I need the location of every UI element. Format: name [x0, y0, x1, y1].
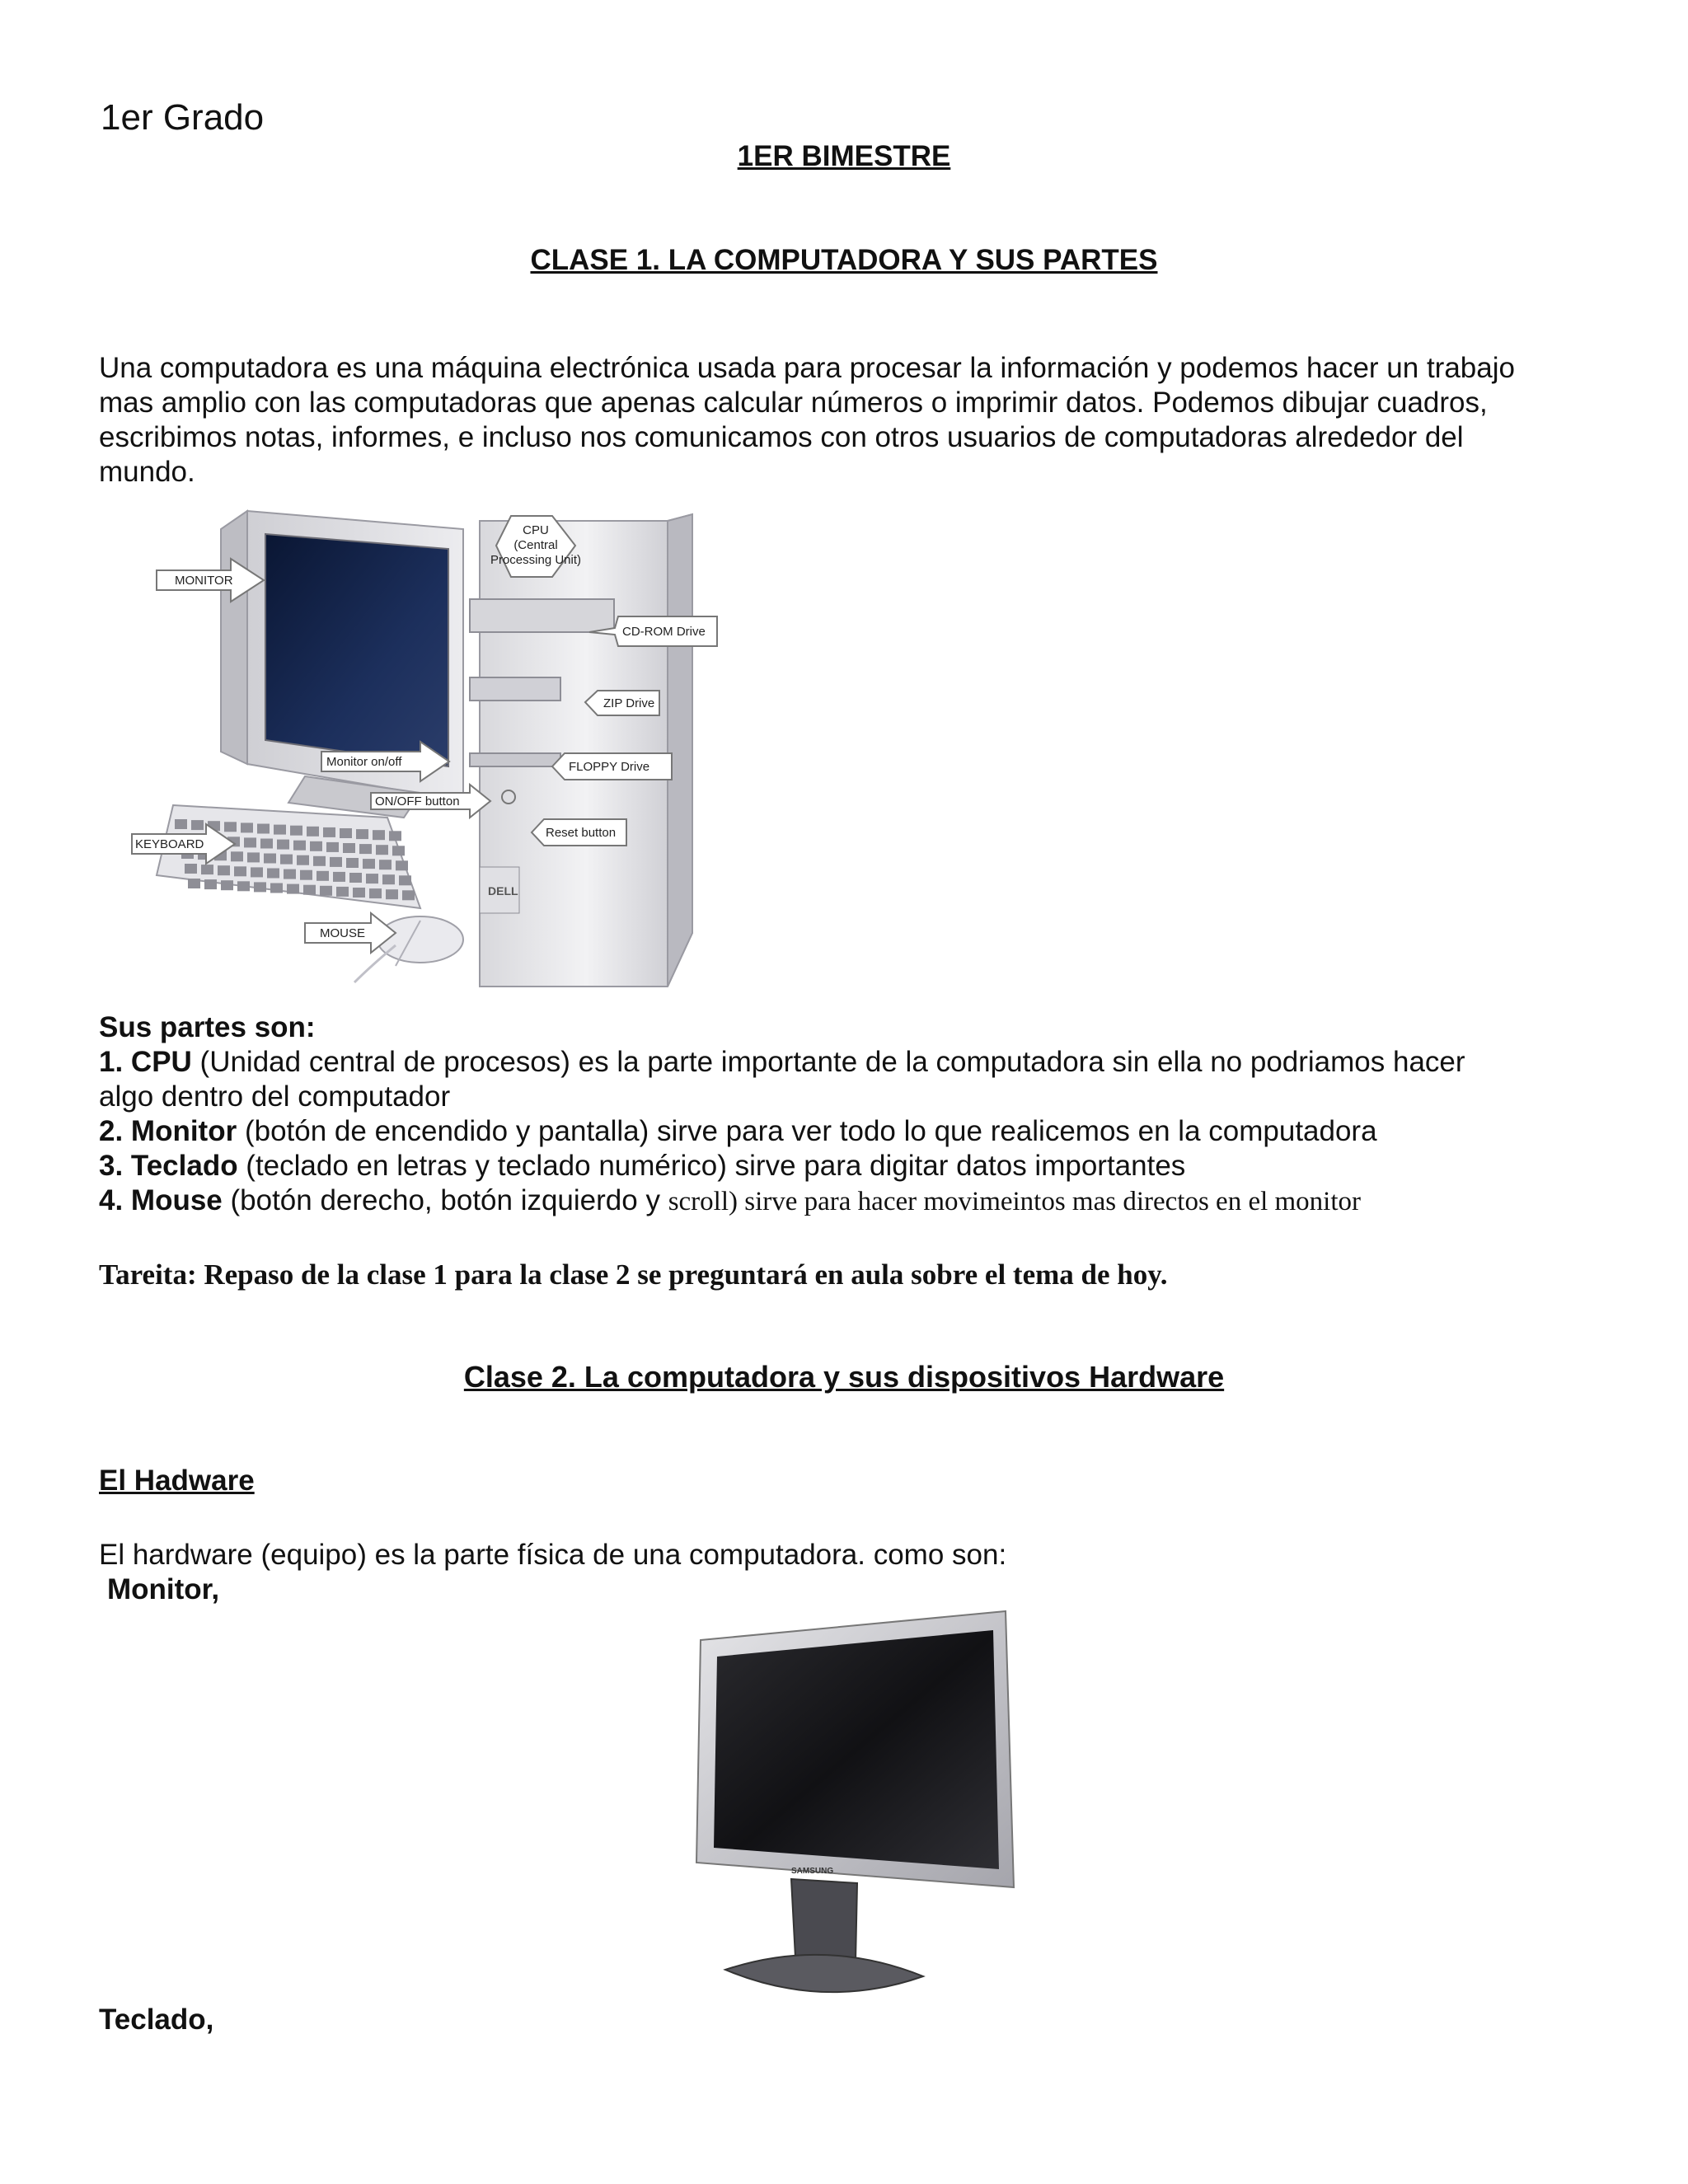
label-mouse: MOUSE — [320, 926, 366, 940]
keyboard-key — [316, 871, 329, 881]
keyboard-key — [218, 865, 230, 875]
keyboard-key — [257, 824, 270, 834]
keyboard-key — [313, 856, 326, 866]
part-item-mouse — [99, 1183, 1607, 1219]
keyboard-key — [376, 845, 388, 855]
part-number: 1. CPU — [99, 1046, 192, 1078]
keyboard-key — [343, 843, 355, 853]
intro-line: escribimos notas, informes, e incluso nos comunicamos con otros usuarios de computadoras alrededor del — [99, 421, 1464, 453]
keyboard-key — [310, 841, 322, 851]
label-monitor-onoff: Monitor on/off — [326, 755, 402, 769]
computer-parts-figure — [124, 504, 750, 1001]
part-item-monitor — [99, 1114, 1607, 1149]
keyboard-key — [402, 890, 415, 900]
label-floppy: FLOPPY Drive — [569, 760, 650, 774]
keyboard-key — [293, 841, 306, 851]
keyboard-key — [224, 822, 237, 832]
keyboard-key — [333, 872, 345, 882]
keyboard-key — [287, 884, 299, 894]
intro-paragraph — [99, 351, 1607, 490]
keyboard-key — [247, 852, 260, 862]
keyboard-key — [185, 864, 197, 874]
keyboard-key — [346, 858, 359, 868]
keyboard-key — [270, 883, 283, 893]
keyboard-key — [307, 827, 319, 837]
keyboard-key — [349, 873, 362, 883]
label-cpu-central: (Central — [513, 538, 558, 552]
keyboard-key — [336, 887, 349, 897]
keyboard-key — [204, 879, 217, 889]
monitor-label: Monitor, — [107, 1573, 220, 1605]
keyboard-key — [241, 823, 253, 832]
part-description: (teclado en letras y teclado numérico) sirve para digitar datos importantes — [237, 1150, 1186, 1182]
keyboard-key — [254, 882, 266, 892]
keyboard-key — [264, 854, 276, 864]
intro-line: Una computadora es una máquina electrónica usada para procesar la información y podemos hacer un trabajo — [99, 352, 1515, 384]
keyboard-key — [373, 830, 385, 840]
keyboard-key — [274, 825, 286, 835]
keyboard-key — [303, 885, 316, 895]
keyboard-key — [175, 819, 187, 829]
label-cdrom: CD-ROM Drive — [622, 625, 706, 639]
label-zip: ZIP Drive — [603, 696, 655, 710]
keyboard-key — [251, 867, 263, 877]
keyboard-key — [386, 889, 398, 899]
hardware-definition — [99, 1538, 1607, 1607]
label-cpu: CPU — [523, 523, 549, 537]
flat-monitor-illustration — [659, 1607, 1022, 2011]
class1-title: CLASE 1. LA COMPUTADORA Y SUS PARTES — [530, 244, 1158, 276]
keyboard-key — [191, 820, 204, 830]
keyboard-key — [267, 869, 279, 879]
keyboard-key — [290, 826, 302, 836]
term-heading: 1ER BIMESTRE — [737, 140, 951, 172]
keyboard-key — [188, 879, 200, 888]
keyboard-key — [201, 865, 213, 874]
intro-line: mas amplio con las computadoras que apenas calcular números o imprimir datos. Podemos dibujar cuadros, — [99, 387, 1488, 419]
keyboard-key — [231, 851, 243, 861]
label-onoff-button: ON/OFF button — [375, 794, 460, 808]
samsung-logo-text: SAMSUNG — [791, 1867, 834, 1876]
keyboard-label: Teclado, — [99, 2004, 214, 2036]
keyboard-key — [221, 880, 233, 890]
keyboard-key — [389, 831, 401, 841]
keyboard-key — [320, 886, 332, 896]
parts-heading: Sus partes son: — [99, 1011, 316, 1043]
grade-label: 1er Grado — [101, 97, 265, 138]
computer-parts-illustration — [124, 504, 750, 1001]
parts-section — [99, 1010, 1607, 1219]
keyboard-key — [277, 840, 289, 850]
keyboard-key — [284, 869, 296, 879]
keyboard-key — [359, 844, 372, 854]
part-number: 4. Mouse — [99, 1184, 223, 1216]
label-monitor: MONITOR — [175, 574, 233, 588]
label-reset: Reset button — [546, 826, 617, 840]
keyboard-key — [363, 859, 375, 869]
keyboard-key — [392, 846, 405, 855]
keyboard-key — [326, 842, 339, 852]
keyboard-key — [396, 860, 408, 870]
intro-line: mundo. — [99, 456, 195, 488]
label-keyboard: KEYBOARD — [135, 837, 204, 851]
part-description: (Unidad central de procesos) es la parte importante de la computadora sin ella no podriamos hacer — [191, 1046, 1465, 1078]
part-item-keyboard — [99, 1149, 1607, 1183]
keyboard-key — [280, 855, 293, 865]
keyboard-key — [323, 827, 335, 837]
keyboard-key — [260, 839, 273, 849]
cpu-tower-drawing — [470, 514, 692, 987]
part-item-cpu-cont: algo dentro del computador — [99, 1080, 451, 1113]
keyboard-key — [369, 888, 382, 898]
keyboard-key — [379, 860, 392, 869]
keyboard-key — [366, 874, 378, 883]
keyboard-key — [356, 829, 368, 839]
hardware-definition-text: El hardware (equipo) es la parte física de una computadora. como son: — [99, 1539, 1007, 1571]
part-number: 2. Monitor — [99, 1115, 237, 1147]
part-description: (botón de encendido y pantalla) sirve para ver todo lo que realicemos en la computadora — [237, 1115, 1377, 1147]
hardware-subheading: El Hadware — [99, 1465, 255, 1497]
keyboard-key — [330, 857, 342, 867]
keyboard-drawing — [157, 805, 420, 908]
keyboard-key — [244, 837, 256, 847]
keyboard-key — [300, 870, 312, 880]
part-description-serif: scroll) sirve para hacer movimeintos mas directos en el monitor — [668, 1187, 1362, 1216]
keyboard-key — [237, 881, 250, 891]
flat-monitor-figure — [659, 1607, 1022, 2011]
keyboard-key — [353, 888, 365, 898]
keyboard-key — [399, 875, 411, 885]
dell-logo-text: DELL — [488, 884, 518, 898]
part-item-cpu — [99, 1045, 1607, 1080]
class2-title: Clase 2. La computadora y sus dispositivos Hardware — [463, 1360, 1225, 1394]
label-cpu-processing: Processing Unit) — [490, 553, 582, 567]
keyboard-key — [297, 855, 309, 865]
homework-note: Tareita: Repaso de la clase 1 para la clase 2 se preguntará en aula sobre el tema de hoy. — [99, 1258, 1168, 1291]
keyboard-key — [382, 874, 395, 884]
keyboard-key — [234, 866, 246, 876]
keyboard-key — [340, 828, 352, 838]
part-number: 3. Teclado — [99, 1150, 238, 1182]
part-description: (botón derecho, botón izquierdo y — [222, 1184, 668, 1216]
